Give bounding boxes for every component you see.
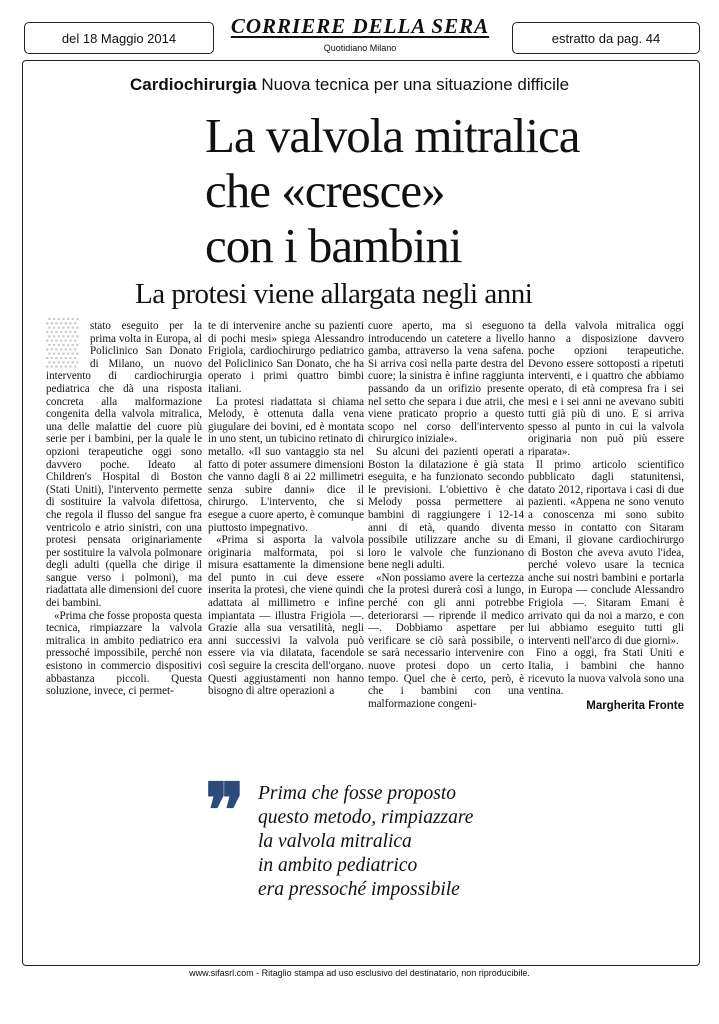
- kicker: [130, 75, 569, 95]
- kicker-text: Nuova tecnica per una situazione difficile: [261, 75, 570, 94]
- paragraph: La protesi riadattata si chiama Melody, è ottenuta dalla vena giugulare dei bovini, ed è montata in uno stent, un tubicino retinato di metallo. «Il suo vantaggio sta nel fatto di poter assumere dimensioni che vanno dagli 8 ai 22 millimetri senza subire danni» dice il chirurgo. L'intervento, che si esegue a cuore aperto, è comunque piuttosto impegnativo.: [208, 395, 364, 534]
- footer-disclaimer: www.sifasrl.com - Ritaglio stampa ad uso esclusivo del destinatario, non riproducibile.: [189, 968, 530, 978]
- edition-date: del 18 Maggio 2014: [61, 30, 177, 46]
- quote-mark-icon: ❞: [205, 771, 245, 853]
- pullquote-line: in ambito pediatrico: [258, 855, 418, 876]
- pullquote: [258, 782, 473, 902]
- paragraph: cuore aperto, ma si eseguono introducendo un catetere a livello gamba, attraverso la vena safena. Si arriva così nella parte destra del cuore; la sinistra è infine raggiunta passando da un orifizio presente nel setto che separa i due atrii, che viene praticato proprio a questo scopo nel corso dell'intervento chirurgico iniziale».: [368, 320, 524, 446]
- pullquote-line: la valvola mitralica: [258, 831, 412, 852]
- article-column-3: [368, 320, 524, 710]
- headline-line: che «cresce»: [205, 163, 445, 218]
- kicker-section: Cardiochirurgia: [130, 75, 257, 94]
- paragraph: te di intervenire anche su pazienti di pochi mesi» spiega Alessandro Frigiola, cardiochirurgo pediatrico del Policlinico San Donato, che ha operato i primi quattro bimbi italiani.: [208, 320, 364, 395]
- masthead: [220, 14, 500, 53]
- paragraph: Su alcuni dei pazienti operati a Boston la dilatazione è già stata eseguita, e ha funzionato secondo le previsioni. L'obiettivo è che Melody possa permettere ai bambini di raggiungere i 12-14 anni di età, quando diventa possibile utilizzare anche su di loro le valvole che funzionano bene negli adulti.: [368, 445, 524, 572]
- article-column-1: [46, 315, 202, 698]
- article-column-4: [528, 320, 684, 712]
- subheadline: La protesi viene allargata negli anni: [135, 278, 533, 310]
- page-reference: estratto da pag. 44: [551, 30, 661, 46]
- article-column-2: [208, 320, 364, 698]
- date-box: [24, 22, 214, 54]
- paragraph: «Non possiamo avere la certezza che la protesi durerà così a lungo, perché con gli anni potrebbe deteriorarsi — riprende il medico —. Dobbiamo aspettare per verificare se ciò sarà possibile, o se sarà necessario intervenire con nuove protesi dopo un certo tempo. Quel che è certo, però, è che i bambini con una malformazione congeni-: [368, 571, 524, 710]
- pullquote-line: questo metodo, rimpiazzare: [258, 807, 474, 828]
- headline: [205, 108, 580, 273]
- byline: Margherita Fronte: [586, 699, 684, 712]
- newspaper-name: CORRIERE DELLA SERA: [230, 14, 490, 38]
- paragraph: Il primo articolo scientifico pubblicato dagli statunitensi, datato 2012, riportava i casi di due pazienti. «Appena ne sono venuto a conoscenza mi sono subito messo in contatto con Sitaram Emani, il giovane cardiochirurgo di Boston che aveva avuto l'idea, perché volevo usare la tecnica anche sui nostri bambini e portarla in Europa — conclude Alessandro Frigiola —. Sitaram Emani è arrivato qui da noi a marzo, e con lui abbiamo eseguito tutti gli interventi nell'arco di due giorni».: [528, 458, 684, 647]
- newspaper-subtitle: Quotidiano Milano: [323, 43, 397, 53]
- drop-cap-image: ▒: [46, 315, 79, 366]
- paragraph: «Prima si asporta la valvola originaria malformata, poi si misura esattamente la dimensione del punto in cui deve essere inserita la protesi, che viene quindi adattata al millimetro e infine impiantata — illustra Frigiola —. Grazie alla sua versatilità, negli anni successivi la valvola può essere via via dilatata, facendole così seguire la crescita dell'organo. Questi aggiustamenti non hanno bisogno di altre operazioni a: [208, 534, 364, 698]
- paragraph: ta della valvola mitralica oggi hanno a disposizione davvero poche opzioni terapeutiche. Devono essere sottoposti a ripetuti interventi, e i quattro che abbiamo operato, di età compresa fra i sei mesi e i sei anni ne avevano subiti tutti già più di uno. E si arriva spesso al punto in cui la valvola originaria non può più essere riparata».: [528, 320, 684, 458]
- headline-line: con i bambini: [205, 218, 462, 273]
- pullquote-line: era pressoché impossibile: [258, 879, 460, 900]
- paragraph: «Prima che fosse proposta questa tecnica, rimpiazzare la valvola mitralica in ambito pediatrico era pressoché impossibile, perché non esistono in commercio dispositivi abbastanza piccoli. Questa soluzione, invece, ci permet-: [46, 609, 202, 698]
- paragraph: Fino a oggi, fra Stati Uniti e Italia, i bambini che hanno ricevuto la nuova valvola sono una ventina.: [528, 647, 684, 698]
- headline-line: La valvola mitralica: [205, 108, 580, 163]
- pullquote-line: Prima che fosse proposto: [258, 783, 457, 804]
- paragraph: stato eseguito per la prima volta in Europa, al Policlinico San Donato di Milano, un nuovo intervento di cardiochirurgia pediatrica che dà una risposta concreta alla malformazione congenita della valvola mitralica, una delle malattie del cuore più serie per i bambini, per la quale le opzioni terapeutiche oggi sono davvero poche. Ideato al Children's Hospital di Boston (Stati Uniti), l'intervento permette di sostituire la valvola difettosa, che regola il flusso del sangue fra ventricolo e atrio sinistri, con una protesi pensata originariamente per sostituire la valvola polmonare degli adulti (quella che dirige il sangue verso i polmoni), ma riadattata alle dimensioni del cuore dei bambini.: [46, 320, 202, 610]
- page-ref-box: [512, 22, 700, 54]
